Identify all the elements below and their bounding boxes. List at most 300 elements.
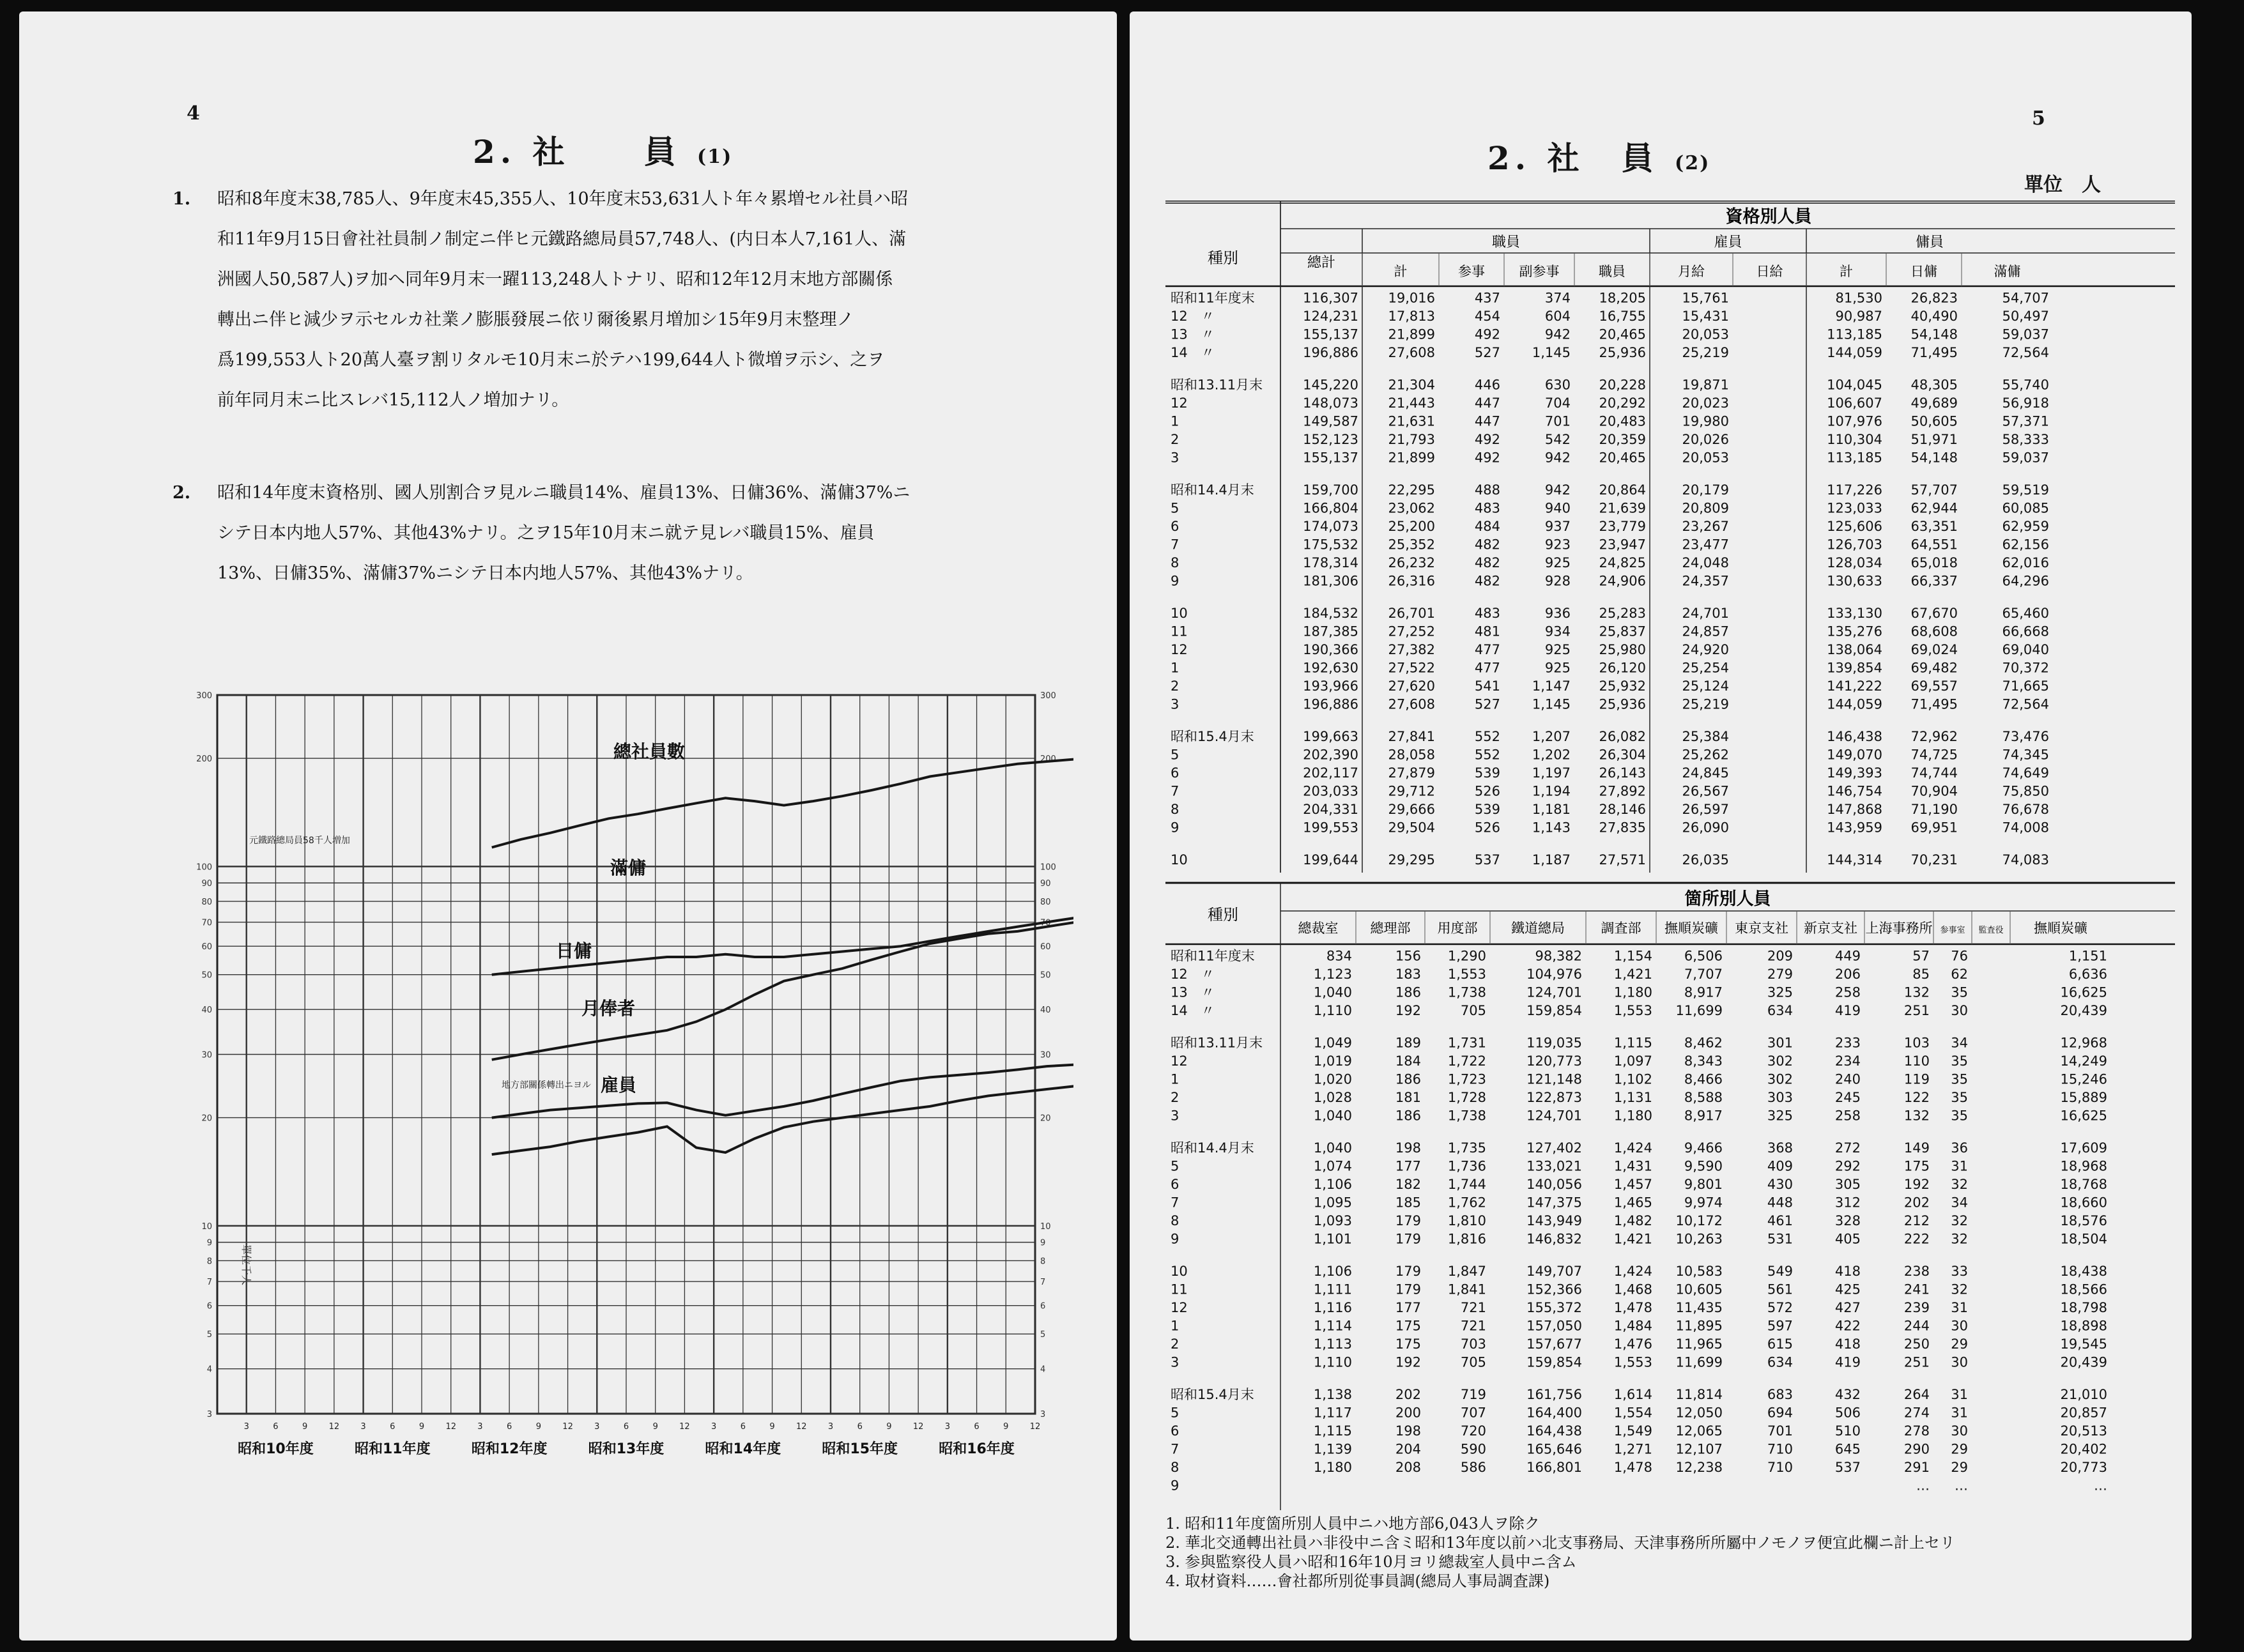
table-cell: 35 <box>1951 1108 1968 1124</box>
table-cell: 1,049 <box>1313 1035 1352 1051</box>
table-cell: 418 <box>1834 1264 1861 1279</box>
table-cell: 71,665 <box>2002 678 2049 694</box>
y-tick-label-left: 40 <box>201 1006 212 1016</box>
table-cell: 942 <box>1544 326 1571 342</box>
table-cell: 1,143 <box>1532 820 1571 836</box>
paragraph-line: 13%、日傭35%、滿傭37%ニシテ日本内地人57%、其他43%ナリ。 <box>217 563 753 583</box>
x-tick-label: 12 <box>445 1422 456 1432</box>
table-cell: 183 <box>1395 967 1421 982</box>
table-cell: 119,035 <box>1526 1035 1582 1051</box>
series-label: 雇員 <box>601 1075 637 1096</box>
table-cell: 1,549 <box>1613 1423 1652 1439</box>
x-year-label: 昭和10年度 <box>238 1441 314 1457</box>
table-cell: 192 <box>1903 1177 1930 1192</box>
table-cell: 29,712 <box>1388 783 1435 799</box>
table-cell: 11,699 <box>1675 1354 1723 1370</box>
table-cell: 526 <box>1474 820 1500 836</box>
table-cell: 31 <box>1951 1158 1968 1174</box>
table-cell: 1,728 <box>1447 1090 1486 1105</box>
x-tick-label: 9 <box>1003 1422 1009 1432</box>
table-cell: 24,825 <box>1599 555 1646 570</box>
personnel-line-chart <box>166 682 1073 1532</box>
table-cell: 527 <box>1474 696 1500 712</box>
table-cell: 20,026 <box>1682 432 1729 447</box>
x-tick-label: 12 <box>796 1422 807 1432</box>
table-cell: 29 <box>1951 1460 1968 1475</box>
paragraph-line: 爲199,553人ト20萬人臺ヲ割リタルモ10月末ニ於テハ199,644人ト微増ヲ示シ、之ヲ <box>217 350 885 370</box>
table-cell: 26,120 <box>1599 660 1646 676</box>
table2-col-header: 撫順炭礦 <box>1664 921 1718 936</box>
table-cell: 15,246 <box>2060 1071 2107 1087</box>
table-cell: 198 <box>1395 1140 1421 1156</box>
table-cell: 69,482 <box>1910 660 1958 676</box>
table-cell: 705 <box>1460 1354 1486 1370</box>
table-cell: 144,314 <box>1827 852 1882 868</box>
paragraph-1 <box>173 179 1054 420</box>
x-tick-label: 6 <box>507 1422 512 1432</box>
table-cell: 705 <box>1460 1003 1486 1018</box>
table-cell: 10,172 <box>1675 1213 1723 1228</box>
table-cell: 422 <box>1834 1318 1861 1334</box>
table-cell: 1,744 <box>1447 1177 1486 1192</box>
y-tick-label-left: 7 <box>206 1278 212 1288</box>
table-cell: 1,180 <box>1613 1108 1652 1124</box>
table-cell: 1,106 <box>1313 1177 1352 1192</box>
table-cell: 27,382 <box>1388 642 1435 657</box>
table-cell: 923 <box>1544 537 1571 553</box>
y-tick-label-left: 5 <box>206 1330 212 1340</box>
table2-col-header: 總裁室 <box>1298 921 1339 936</box>
y-tick-label-right: 50 <box>1040 970 1051 981</box>
table-cell: 208 <box>1395 1460 1421 1475</box>
table-cell: 74,725 <box>1910 747 1958 763</box>
table1-col-total: 總計 <box>1307 255 1336 271</box>
table-cell: 18,898 <box>2060 1318 2107 1334</box>
table-cell: 834 <box>1326 948 1352 964</box>
table-cell: 62,156 <box>2002 537 2049 553</box>
row-label: 10 <box>1171 606 1188 621</box>
table-cell: 25,384 <box>1682 729 1729 744</box>
row-label: 8 <box>1171 555 1180 570</box>
table-cell: 694 <box>1767 1405 1793 1421</box>
row-label: 3 <box>1171 696 1180 712</box>
table-cell: 721 <box>1460 1318 1486 1334</box>
series-label: 總社員數 <box>613 741 686 762</box>
table-cell: … <box>1955 1478 1968 1494</box>
table-cell: 35 <box>1951 984 1968 1000</box>
table-cell: 48,305 <box>1910 377 1958 393</box>
table-cell: 630 <box>1544 377 1571 393</box>
x-tick-label: 6 <box>857 1422 863 1432</box>
table-cell: 32 <box>1951 1281 1968 1297</box>
table-cell: 21,010 <box>2060 1387 2107 1402</box>
table-cell: 432 <box>1834 1387 1861 1402</box>
table-cell: 184,532 <box>1303 606 1358 621</box>
table-cell: 374 <box>1544 290 1571 306</box>
table-cell: 1,139 <box>1313 1441 1352 1457</box>
y-tick-label-right: 200 <box>1040 754 1056 765</box>
table-cell: 72,564 <box>2002 345 2049 360</box>
x-tick-label: 6 <box>974 1422 980 1432</box>
table-cell: 27,252 <box>1388 623 1435 639</box>
table1-subcol-header: 副参事 <box>1519 264 1560 279</box>
row-label: 昭和11年度末 <box>1171 948 1255 964</box>
table-cell: 251 <box>1903 1003 1930 1018</box>
row-label: 9 <box>1171 1478 1180 1494</box>
table-cell: 155,137 <box>1303 326 1358 342</box>
table-cell: 66,668 <box>2002 623 2049 639</box>
table-cell: 1,614 <box>1613 1387 1652 1402</box>
table-cell: 54,148 <box>1910 450 1958 466</box>
table-cell: 928 <box>1544 573 1571 589</box>
y-tick-label-left: 60 <box>201 942 212 952</box>
table-cell: 1,019 <box>1313 1053 1352 1069</box>
table-cell: 26,035 <box>1682 852 1729 868</box>
table-cell: 204 <box>1395 1441 1421 1457</box>
table-cell: 69,951 <box>1910 820 1958 836</box>
table-cell: 448 <box>1767 1195 1793 1211</box>
right-page-number: 5 <box>2032 107 2045 130</box>
x-tick-label: 3 <box>827 1422 834 1432</box>
table-cell: 71,495 <box>1910 696 1958 712</box>
table-cell: 244 <box>1903 1318 1930 1334</box>
table-cell: 128,034 <box>1827 555 1882 570</box>
x-year-label: 昭和15年度 <box>822 1441 898 1457</box>
row-label: 7 <box>1171 1441 1180 1457</box>
table-cell: 12,968 <box>2060 1035 2107 1051</box>
row-label: 2 <box>1171 1336 1180 1352</box>
paragraph-line: シテ日本内地人57%、其他43%ナリ。之ヲ15年10月末ニ就テ見レバ職員15%、雇員 <box>217 523 875 543</box>
table-cell: 449 <box>1834 948 1861 964</box>
table-cell: 1,431 <box>1613 1158 1652 1174</box>
table-cell: 447 <box>1474 395 1500 411</box>
table-cell: 15,889 <box>2060 1090 2107 1105</box>
table-cell: 234 <box>1834 1053 1861 1069</box>
table-cell: 483 <box>1474 606 1500 621</box>
table1-group-staff: 職員 <box>1491 234 1521 250</box>
table-cell: 1,147 <box>1532 678 1571 694</box>
table-cell: 212 <box>1903 1213 1930 1228</box>
row-label: 1 <box>1171 660 1180 676</box>
table-cell: 481 <box>1474 623 1500 639</box>
y-tick-label-right: 20 <box>1040 1113 1051 1124</box>
table-cell: 446 <box>1474 377 1500 393</box>
table-cell: 76 <box>1951 948 1968 964</box>
right-title-sub: (2) <box>1675 152 1710 174</box>
x-tick-label: 9 <box>652 1422 658 1432</box>
table-cell: 537 <box>1474 852 1500 868</box>
left-title-text: 2. 社 員 <box>473 133 681 171</box>
row-label: 9 <box>1171 820 1180 836</box>
table-cell: 1,145 <box>1532 696 1571 712</box>
table-cell: 124,231 <box>1303 309 1358 324</box>
table-cell: 23,947 <box>1599 537 1646 553</box>
table2-col-header: 参事室 <box>1940 926 1965 935</box>
table-cell: 196,886 <box>1303 345 1358 360</box>
table-cell: 166,804 <box>1303 500 1358 516</box>
table-cell: 36 <box>1951 1140 1968 1156</box>
table-cell: 193,966 <box>1303 678 1358 694</box>
table-cell: 175,532 <box>1303 537 1358 553</box>
table-cell: 26,232 <box>1388 555 1435 570</box>
table-cell: 264 <box>1903 1387 1930 1402</box>
table2-col-header: 撫順炭礦 <box>2034 921 2087 936</box>
table-cell: 25,283 <box>1599 606 1646 621</box>
table-cell: 233 <box>1834 1035 1861 1051</box>
table-cell: 25,932 <box>1599 678 1646 694</box>
table-cell: 1,181 <box>1532 802 1571 817</box>
table-cell: 274 <box>1903 1405 1930 1421</box>
table-cell: 1,020 <box>1313 1071 1352 1087</box>
table-cell: 241 <box>1903 1281 1930 1297</box>
table-cell: 25,352 <box>1388 537 1435 553</box>
table-cell: 312 <box>1834 1195 1861 1211</box>
table-cell: 64,551 <box>1910 537 1958 553</box>
table-cell: 71,190 <box>1910 802 1958 817</box>
table-cell: 18,205 <box>1599 290 1646 306</box>
table-cell: 20,864 <box>1599 482 1646 498</box>
table-cell: 325 <box>1767 984 1793 1000</box>
table-cell: 934 <box>1544 623 1571 639</box>
table-cell: 552 <box>1474 729 1500 744</box>
table-cell: 57,707 <box>1910 482 1958 498</box>
table-cell: 12,050 <box>1675 1405 1723 1421</box>
table-cell: 1,271 <box>1613 1441 1652 1457</box>
table-cell: 419 <box>1834 1003 1861 1018</box>
table-cell: 634 <box>1767 1354 1793 1370</box>
table-cell: 26,143 <box>1599 765 1646 781</box>
table-cell: 483 <box>1474 500 1500 516</box>
table-cell: 147,375 <box>1526 1195 1582 1211</box>
table-cell: 70,904 <box>1910 783 1958 799</box>
table-cell: 30 <box>1951 1003 1968 1018</box>
paragraph-2 <box>173 473 1054 593</box>
table-cell: 24,845 <box>1682 765 1729 781</box>
table-cell: 18,968 <box>2060 1158 2107 1174</box>
series-line <box>492 757 1073 848</box>
table-cell: 20,857 <box>2060 1405 2107 1421</box>
x-year-label: 昭和14年度 <box>705 1441 781 1457</box>
row-label: 7 <box>1171 783 1180 799</box>
table-cell: 301 <box>1767 1035 1793 1051</box>
row-label: 3 <box>1171 1108 1180 1124</box>
table1-section-title: 資格別人員 <box>1725 207 1812 227</box>
table-cell: 482 <box>1474 573 1500 589</box>
table-cell: 24,857 <box>1682 623 1729 639</box>
row-label: 昭和14.4月末 <box>1171 482 1254 498</box>
paragraph-line: 轉出ニ伴ヒ減少ヲ示セルカ社業ノ膨脹發展ニ依リ爾後累月増加シ15年9月末整理ノ <box>217 310 854 330</box>
table-cell: 9,590 <box>1684 1158 1723 1174</box>
y-tick-label-right: 30 <box>1040 1050 1051 1060</box>
table-cell: 27,522 <box>1388 660 1435 676</box>
table-cell: 272 <box>1834 1140 1861 1156</box>
table-cell: 561 <box>1767 1281 1793 1297</box>
row-label: 12 <box>1171 395 1188 411</box>
table-cell: 19,016 <box>1388 290 1435 306</box>
table-cell: 1,207 <box>1532 729 1571 744</box>
table-cell: 30 <box>1951 1354 1968 1370</box>
table-cell: 28,146 <box>1599 802 1646 817</box>
table-cell: 21,639 <box>1599 500 1646 516</box>
table-cell: 113,185 <box>1827 326 1882 342</box>
table-cell: 31 <box>1951 1300 1968 1315</box>
table-cell: 123,033 <box>1827 500 1882 516</box>
table-cell: 437 <box>1474 290 1500 306</box>
footnotes <box>1165 1514 1955 1591</box>
table-cell: 184 <box>1395 1053 1421 1069</box>
table-cell: 159,700 <box>1303 482 1358 498</box>
table-cell: 701 <box>1544 413 1571 429</box>
right-page-title <box>1487 133 1710 179</box>
table-cell: 492 <box>1474 326 1500 342</box>
y-tick-label-left: 8 <box>206 1257 212 1267</box>
table-cell: 33 <box>1951 1264 1968 1279</box>
table-cell: 1,106 <box>1313 1264 1352 1279</box>
table-cell: 1,028 <box>1313 1090 1352 1105</box>
y-tick-label-left: 80 <box>201 897 212 907</box>
table-cell: 8,588 <box>1684 1090 1723 1105</box>
row-label: 1 <box>1171 1318 1180 1334</box>
row-label: 6 <box>1171 1423 1180 1439</box>
row-label: 6 <box>1171 519 1180 534</box>
x-tick-label: 12 <box>562 1422 573 1432</box>
row-label: 11 <box>1171 1281 1188 1297</box>
table-cell: 120,773 <box>1526 1053 1582 1069</box>
table-cell: 24,048 <box>1682 555 1729 570</box>
table-cell: 683 <box>1767 1387 1793 1402</box>
table-cell: 20,292 <box>1599 395 1646 411</box>
table-cell: 720 <box>1460 1423 1486 1439</box>
table-cell: 24,701 <box>1682 606 1729 621</box>
table-cell: 15,431 <box>1682 309 1729 324</box>
table-cell: 177 <box>1395 1300 1421 1315</box>
table-cell: 1,735 <box>1447 1140 1486 1156</box>
table-cell: 25,124 <box>1682 678 1729 694</box>
y-tick-label-right: 9 <box>1040 1238 1046 1248</box>
row-label: 昭和11年度末 <box>1171 290 1255 306</box>
table-cell: 12,065 <box>1675 1423 1723 1439</box>
table-cell: 303 <box>1767 1090 1793 1105</box>
table-cell: 186 <box>1395 984 1421 1000</box>
table-cell: 130,633 <box>1827 573 1882 589</box>
table-cell: 1,097 <box>1613 1053 1652 1069</box>
row-label: 10 <box>1171 852 1188 868</box>
row-label: 7 <box>1171 1195 1180 1211</box>
row-label: 5 <box>1171 1405 1180 1421</box>
table-cell: 165,646 <box>1526 1441 1582 1457</box>
y-tick-label-right: 10 <box>1040 1221 1051 1232</box>
table-cell: 710 <box>1767 1460 1793 1475</box>
row-label: 昭和14.4月末 <box>1171 1140 1254 1156</box>
table-cell: 21,631 <box>1388 413 1435 429</box>
x-tick-label: 3 <box>944 1422 950 1432</box>
table-cell: 71,495 <box>1910 345 1958 360</box>
table-cell: 492 <box>1474 432 1500 447</box>
table-cell: 10,263 <box>1675 1231 1723 1247</box>
table-cell: 186 <box>1395 1071 1421 1087</box>
table-cell: 65,018 <box>1910 555 1958 570</box>
table-cell: 55,740 <box>2002 377 2049 393</box>
y-tick-label-right: 6 <box>1040 1301 1046 1312</box>
row-label: 8 <box>1171 1460 1180 1475</box>
y-tick-label-right: 3 <box>1040 1410 1046 1419</box>
table-cell: 121,148 <box>1526 1071 1582 1087</box>
table-cell: 552 <box>1474 747 1500 763</box>
table-cell: 54,148 <box>1910 326 1958 342</box>
table-cell: 1,154 <box>1613 948 1652 964</box>
table-cell: 202,390 <box>1303 747 1358 763</box>
table-cell: 1,738 <box>1447 984 1486 1000</box>
table-cell: 187,385 <box>1303 623 1358 639</box>
table-cell: 11,814 <box>1675 1387 1723 1402</box>
table-cell: 20,439 <box>2060 1003 2107 1018</box>
table-cell: 707 <box>1460 1405 1486 1421</box>
y-tick-label-left: 9 <box>206 1238 212 1248</box>
table-cell: 20,023 <box>1682 395 1729 411</box>
table-cell: 1,424 <box>1613 1140 1652 1156</box>
table-cell: 419 <box>1834 1354 1861 1370</box>
table-cell: 925 <box>1544 660 1571 676</box>
table-cell: 936 <box>1544 606 1571 621</box>
series-label: 日傭 <box>556 940 592 961</box>
table-cell: 240 <box>1834 1071 1861 1087</box>
table-cell: 56,918 <box>2002 395 2049 411</box>
table-cell: 90,987 <box>1835 309 1882 324</box>
table-cell: 11,699 <box>1675 1003 1723 1018</box>
table-cell: 549 <box>1767 1264 1793 1279</box>
y-tick-label-left: 300 <box>196 691 212 701</box>
y-tick-label-left: 100 <box>196 862 212 873</box>
y-tick-label-right: 4 <box>1040 1365 1046 1375</box>
table-cell: 1,478 <box>1613 1300 1652 1315</box>
table-cell: 1,101 <box>1313 1231 1352 1247</box>
row-label: 5 <box>1171 747 1180 763</box>
table-cell: 18,576 <box>2060 1213 2107 1228</box>
table-cell: 26,823 <box>1910 290 1958 306</box>
y-tick-label-left: 30 <box>201 1050 212 1060</box>
x-tick-label: 6 <box>623 1422 629 1432</box>
table-cell: 8,462 <box>1684 1035 1723 1051</box>
table-cell: 141,222 <box>1827 678 1882 694</box>
y-tick-label-left: 3 <box>206 1410 212 1419</box>
table-cell: 539 <box>1474 802 1500 817</box>
table-cell: 30 <box>1951 1318 1968 1334</box>
table-cell: 104,976 <box>1526 967 1582 982</box>
left-page <box>19 11 1117 1641</box>
table-cell: 701 <box>1767 1423 1793 1439</box>
table-cell: 156 <box>1395 948 1421 964</box>
x-tick-label: 6 <box>273 1422 279 1432</box>
table-cell: 222 <box>1903 1231 1930 1247</box>
table-cell: 204,331 <box>1303 802 1358 817</box>
table-cell: 29,504 <box>1388 820 1435 836</box>
table-cell: 405 <box>1834 1231 1861 1247</box>
table-cell: 1,194 <box>1532 783 1571 799</box>
table-cell: 23,062 <box>1388 500 1435 516</box>
table-cell: 181 <box>1395 1090 1421 1105</box>
table-cell: 1,553 <box>1613 1354 1652 1370</box>
table-cell: 54,707 <box>2002 290 2049 306</box>
table-cell: 20,402 <box>2060 1441 2107 1457</box>
table-cell: 418 <box>1834 1336 1861 1352</box>
table-cell: 21,793 <box>1388 432 1435 447</box>
table-cell: 27,620 <box>1388 678 1435 694</box>
table-cell: 203,033 <box>1303 783 1358 799</box>
table-cell: 133,021 <box>1526 1158 1582 1174</box>
row-label: 昭和15.4月末 <box>1171 729 1254 744</box>
row-label: 12 <box>1171 1300 1188 1315</box>
table-cell: 1,553 <box>1613 1003 1652 1018</box>
